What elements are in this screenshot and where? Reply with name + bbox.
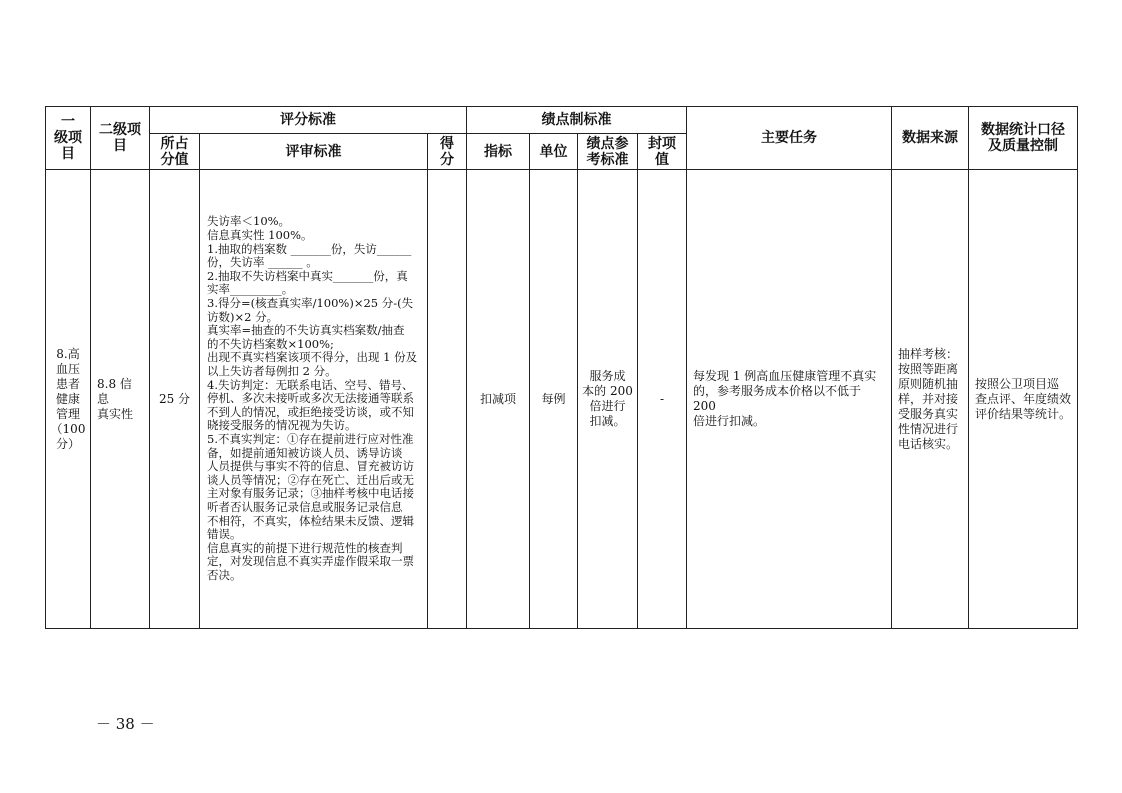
cell-stats: 按照公卫项目巡 查点评、年度绩效 评价结果等统计。 <box>969 170 1078 629</box>
header-main-task: 主要任务 <box>687 107 892 170</box>
cell-level2: 8.8 信息 真实性 <box>91 170 150 629</box>
header-indicator: 指标 <box>467 134 530 170</box>
header-criteria: 评审标准 <box>200 134 428 170</box>
cell-unit: 每例 <box>530 170 578 629</box>
cell-level1: 8.高 血压 患者 健康 管理 （100 分） <box>46 170 91 629</box>
scoring-table <box>45 106 1078 629</box>
cell-main-task: 每发现 1 例高血压健康管理不真实 的，参考服务成本价格以不低于 200 倍进行扣减。 <box>687 170 892 629</box>
cell-data-source: 抽样考核： 按照等距离 原则随机抽 样，并对接 受服务真实 性情况进行 电话核实。 <box>892 170 969 629</box>
header-level1: 一 级项 目 <box>46 107 91 170</box>
cell-weight: 25 分 <box>150 170 200 629</box>
header-weight: 所占 分值 <box>150 134 200 170</box>
header-stats: 数据统计口径 及质量控制 <box>969 107 1078 170</box>
header-cap: 封项 值 <box>638 134 687 170</box>
header-points-group: 绩点制标准 <box>467 107 687 134</box>
header-ref-standard: 绩点参 考标准 <box>578 134 638 170</box>
cell-ref-standard: 服务成 本的 200 倍进行 扣减。 <box>578 170 638 629</box>
header-score: 得 分 <box>428 134 467 170</box>
cell-criteria: 失访率＜10%。 信息真实性 100%。 1.抽取的档案数 _______份，失访______ 份，失访率 ______ 。 2.抽取不失访档案中真实_______份，真 实率_________。 3.得分=(核查真实率/100%)×25 分-(失 访数)×2 分。 真实率=抽查的不失访真实档案数/抽查 的不失访档案数×100%; 出现不真实档案该项不得分，出现 1 份及 以上失访者每例扣 2 分。 4.失访判定：无联系电话、空号、错号、 停机、多次未接听或多次无法接通等联系 不到人的情况，或拒绝接受访谈，或不知 晓接受服务的情况视为失访。 5.不真实判定：①存在提前进行应对性准 备，如提前通知被访谈人员、诱导访谈 人员提供与事实不符的信息、冒充被访访 谈人员等情况；②存在死亡、迁出后或无 主对象有服务记录；③抽样考核中电话接 听者否认服务记录信息或服务记录信息 不相符，不真实，体检结果未反馈、逻辑 错误。 信息真实的前提下进行规范性的核查判 定，对发现信息不真实弄虚作假采取一票 否决。 <box>200 170 428 629</box>
header-scoring-group: 评分标准 <box>150 107 467 134</box>
header-level2: 二级项 目 <box>91 107 150 170</box>
cell-indicator: 扣减项 <box>467 170 530 629</box>
page-number: － 38 － <box>96 715 155 733</box>
cell-cap: - <box>638 170 687 629</box>
header-unit: 单位 <box>530 134 578 170</box>
header-data-source: 数据来源 <box>892 107 969 170</box>
cell-score <box>428 170 467 629</box>
